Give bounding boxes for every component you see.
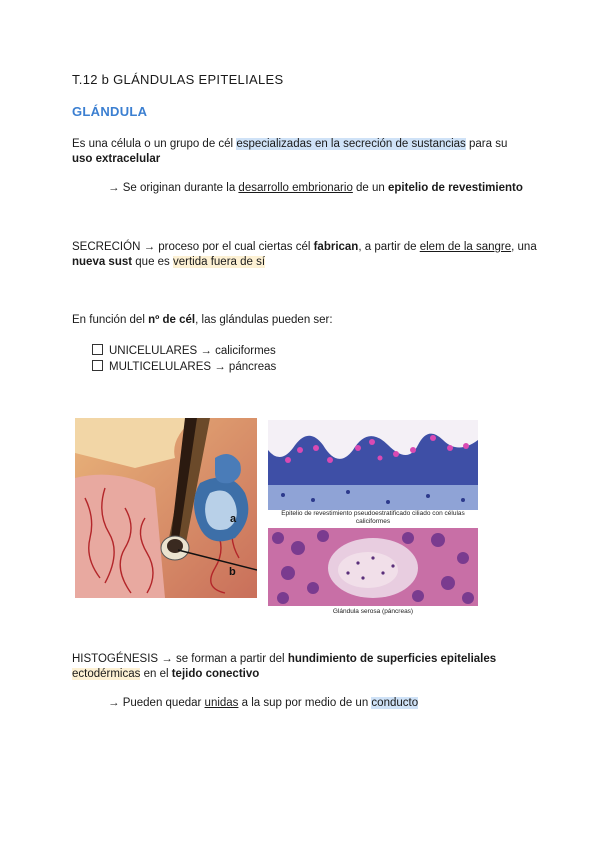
label-a: a <box>230 513 237 525</box>
secretion-text-3: , una <box>511 241 537 253</box>
secretion-line-2 <box>72 255 265 270</box>
duct-highlight: conducto <box>371 697 419 709</box>
definition-text: Es una célula o un grupo de cél <box>72 138 237 150</box>
page-title: T.12 b GLÁNDULAS EPITELIALES <box>72 72 284 87</box>
definition-text-end: para su <box>465 138 508 150</box>
types-item-label: MULTICELULARES → páncreas <box>109 361 277 373</box>
origin-underlined: desarrollo embrionario <box>238 182 353 194</box>
histogenesis-highlight: ectodérmicas <box>72 668 141 680</box>
histogenesis-bold-2: tejido conectivo <box>171 668 260 680</box>
origin-bold: epitelio de revestimiento <box>388 182 523 194</box>
origin-text: → Se originan durante la <box>108 182 239 194</box>
duct-mid: a la sup por medio de un <box>238 697 372 709</box>
secretion-text: SECRECIÓN → proceso por el cual ciertas cél <box>72 241 314 253</box>
definition-line-2: uso extracelular <box>72 153 161 165</box>
duct-line <box>108 696 418 711</box>
epithelium-caption: Epitelio de revestimiento pseudoestratificado ciliado con células caliciformes <box>281 510 465 525</box>
histogenesis-line-2 <box>72 667 259 682</box>
secretion-underlined: elem de la sangre <box>419 241 512 253</box>
histogenesis-bold: hundimiento de superficies epiteliales <box>287 653 497 665</box>
pancreas-image <box>268 528 478 606</box>
epithelium-micrograph <box>268 420 478 510</box>
checkbox-icon[interactable] <box>92 344 103 355</box>
definition-line-1 <box>72 137 507 152</box>
secretion-text-2: , a partir de <box>358 241 420 253</box>
duct-underlined: unidas <box>204 697 239 709</box>
label-b: b <box>229 566 236 578</box>
types-intro <box>72 313 333 328</box>
types-intro-bold: nº de cél <box>148 314 196 326</box>
section-heading: GLÁNDULA <box>72 104 148 119</box>
types-intro-text: En función del <box>72 314 149 326</box>
types-item-multicellular <box>92 360 276 375</box>
origin-mid: de un <box>352 182 389 194</box>
definition-highlight: especializadas en la secreción de sustancias <box>236 138 466 150</box>
checkbox-icon[interactable] <box>92 360 103 371</box>
secretion-bold: fabrican <box>313 241 359 253</box>
pancreas-micrograph <box>268 528 478 606</box>
histogenesis-line-1 <box>72 652 496 667</box>
histogenesis-text-2: en el <box>140 668 172 680</box>
pancreas-caption: Glándula serosa (páncreas) <box>332 608 414 615</box>
gland-illustration <box>75 418 257 598</box>
types-intro-end: , las glándulas pueden ser: <box>195 314 333 326</box>
secretion-text-4: que es <box>132 256 173 268</box>
duct-text: → Pueden quedar <box>108 697 205 709</box>
skin-gland-diagram <box>75 418 257 598</box>
origin-line <box>108 181 523 196</box>
secretion-line-1 <box>72 240 537 255</box>
types-item-label: UNICELULARES → caliciformes <box>109 345 276 357</box>
types-item-unicellular <box>92 344 276 359</box>
secretion-highlight: vertida fuera de sí <box>173 256 266 268</box>
epithelium-image <box>268 420 478 510</box>
histogenesis-text: HISTOGÉNESIS → se forman a partir del <box>72 653 288 665</box>
secretion-bold-2: nueva sust <box>72 256 133 268</box>
